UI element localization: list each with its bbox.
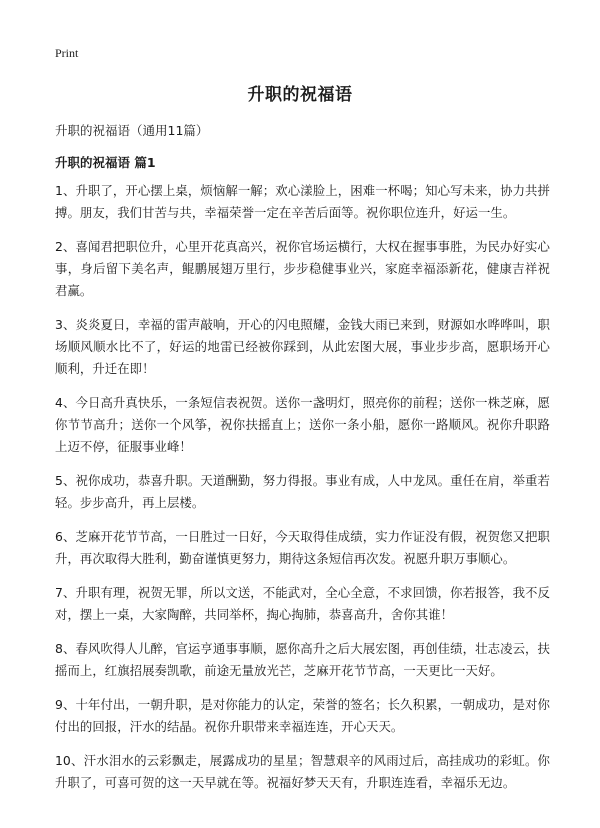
- paragraph-10: 10、汗水泪水的云彩飘走，展露成功的星星；智慧艰辛的风雨过后，高挂成功的彩虹。你升职了，可喜可贺的这一天早就在等。祝福好梦天天有，升职连连看，幸福乐无边。: [55, 753, 550, 790]
- paragraph-7: 7、升职有理，祝贺无罪，所以文送，不能武对，全心全意，不求回馈，你若报答，我不反对，摆上一桌，大家陶醉，共同举杯，掏心掏肺，恭喜高升，舍你其谁！: [55, 585, 550, 622]
- paragraph-3: 3、炎炎夏日，幸福的雷声敲响，开心的闪电照耀，金钱大雨已来到，财源如水哗哗叫，职场顺风顺水比不了，好运的地雷已经被你踩到，从此宏图大展，事业步步高，愿职场开心顺利，升迁在即！: [55, 317, 550, 376]
- paragraph-5: 5、祝你成功，恭喜升职。天道酬勤，努力得报。事业有成，人中龙凤。重任在肩，举重若轻。步步高升，再上层楼。: [55, 473, 550, 510]
- document-title: 升职的祝福语: [247, 85, 353, 105]
- paragraph-4: 4、今日高升真快乐，一条短信表祝贺。送你一盏明灯，照亮你的前程；送你一株芝麻，愿你节节高升；送你一个风筝，祝你扶摇直上；送你一条小船，愿你一路顺风。祝你升职路上迈不停，征服事业峰！: [55, 395, 550, 454]
- document-subtitle: 升职的祝福语（通用11篇）: [55, 123, 209, 138]
- paragraph-8: 8、春风吹得人儿醉，官运亨通事事顺，愿你高升之后大展宏图，再创佳绩，壮志凌云，扶摇而上，红旗招展奏凯歌，前途无量放光芒，芝麻开花节节高，一天更比一天好。: [55, 641, 550, 678]
- document-body: [55, 180, 550, 806]
- paragraph-6: 6、芝麻开花节节高，一日胜过一日好，今天取得佳成绩，实力作证没有假，祝贺您又把职升，再次取得大胜利，勤奋谨慎更努力，期待这条短信再次发。祝愿升职万事顺心。: [55, 529, 550, 566]
- paragraph-9: 9、十年付出，一朝升职，是对你能力的认定，荣誉的签名；长久积累，一朝成功，是对你付出的回报，汗水的结晶。祝你升职带来幸福连连，开心天天。: [55, 697, 550, 734]
- paragraph-1: 1、升职了，开心摆上桌，烦恼解一解；欢心漾脸上，困难一杯喝；知心写未来，协力共拼搏。朋友，我们甘苦与共，幸福荣誉一定在辛苦后面等。祝你职位连升，好运一生。: [55, 183, 550, 220]
- paragraph-2: 2、喜闻君把职位升，心里开花真高兴，祝你官场运横行，大权在握事事胜，为民办好实心事，身后留下美名声，鲲鹏展翅万里行，步步稳健事业兴，家庭幸福添新花，健康吉祥祝君赢。: [55, 239, 550, 298]
- section-heading: 升职的祝福语 篇1: [55, 155, 156, 170]
- print-link[interactable]: Print: [55, 46, 79, 60]
